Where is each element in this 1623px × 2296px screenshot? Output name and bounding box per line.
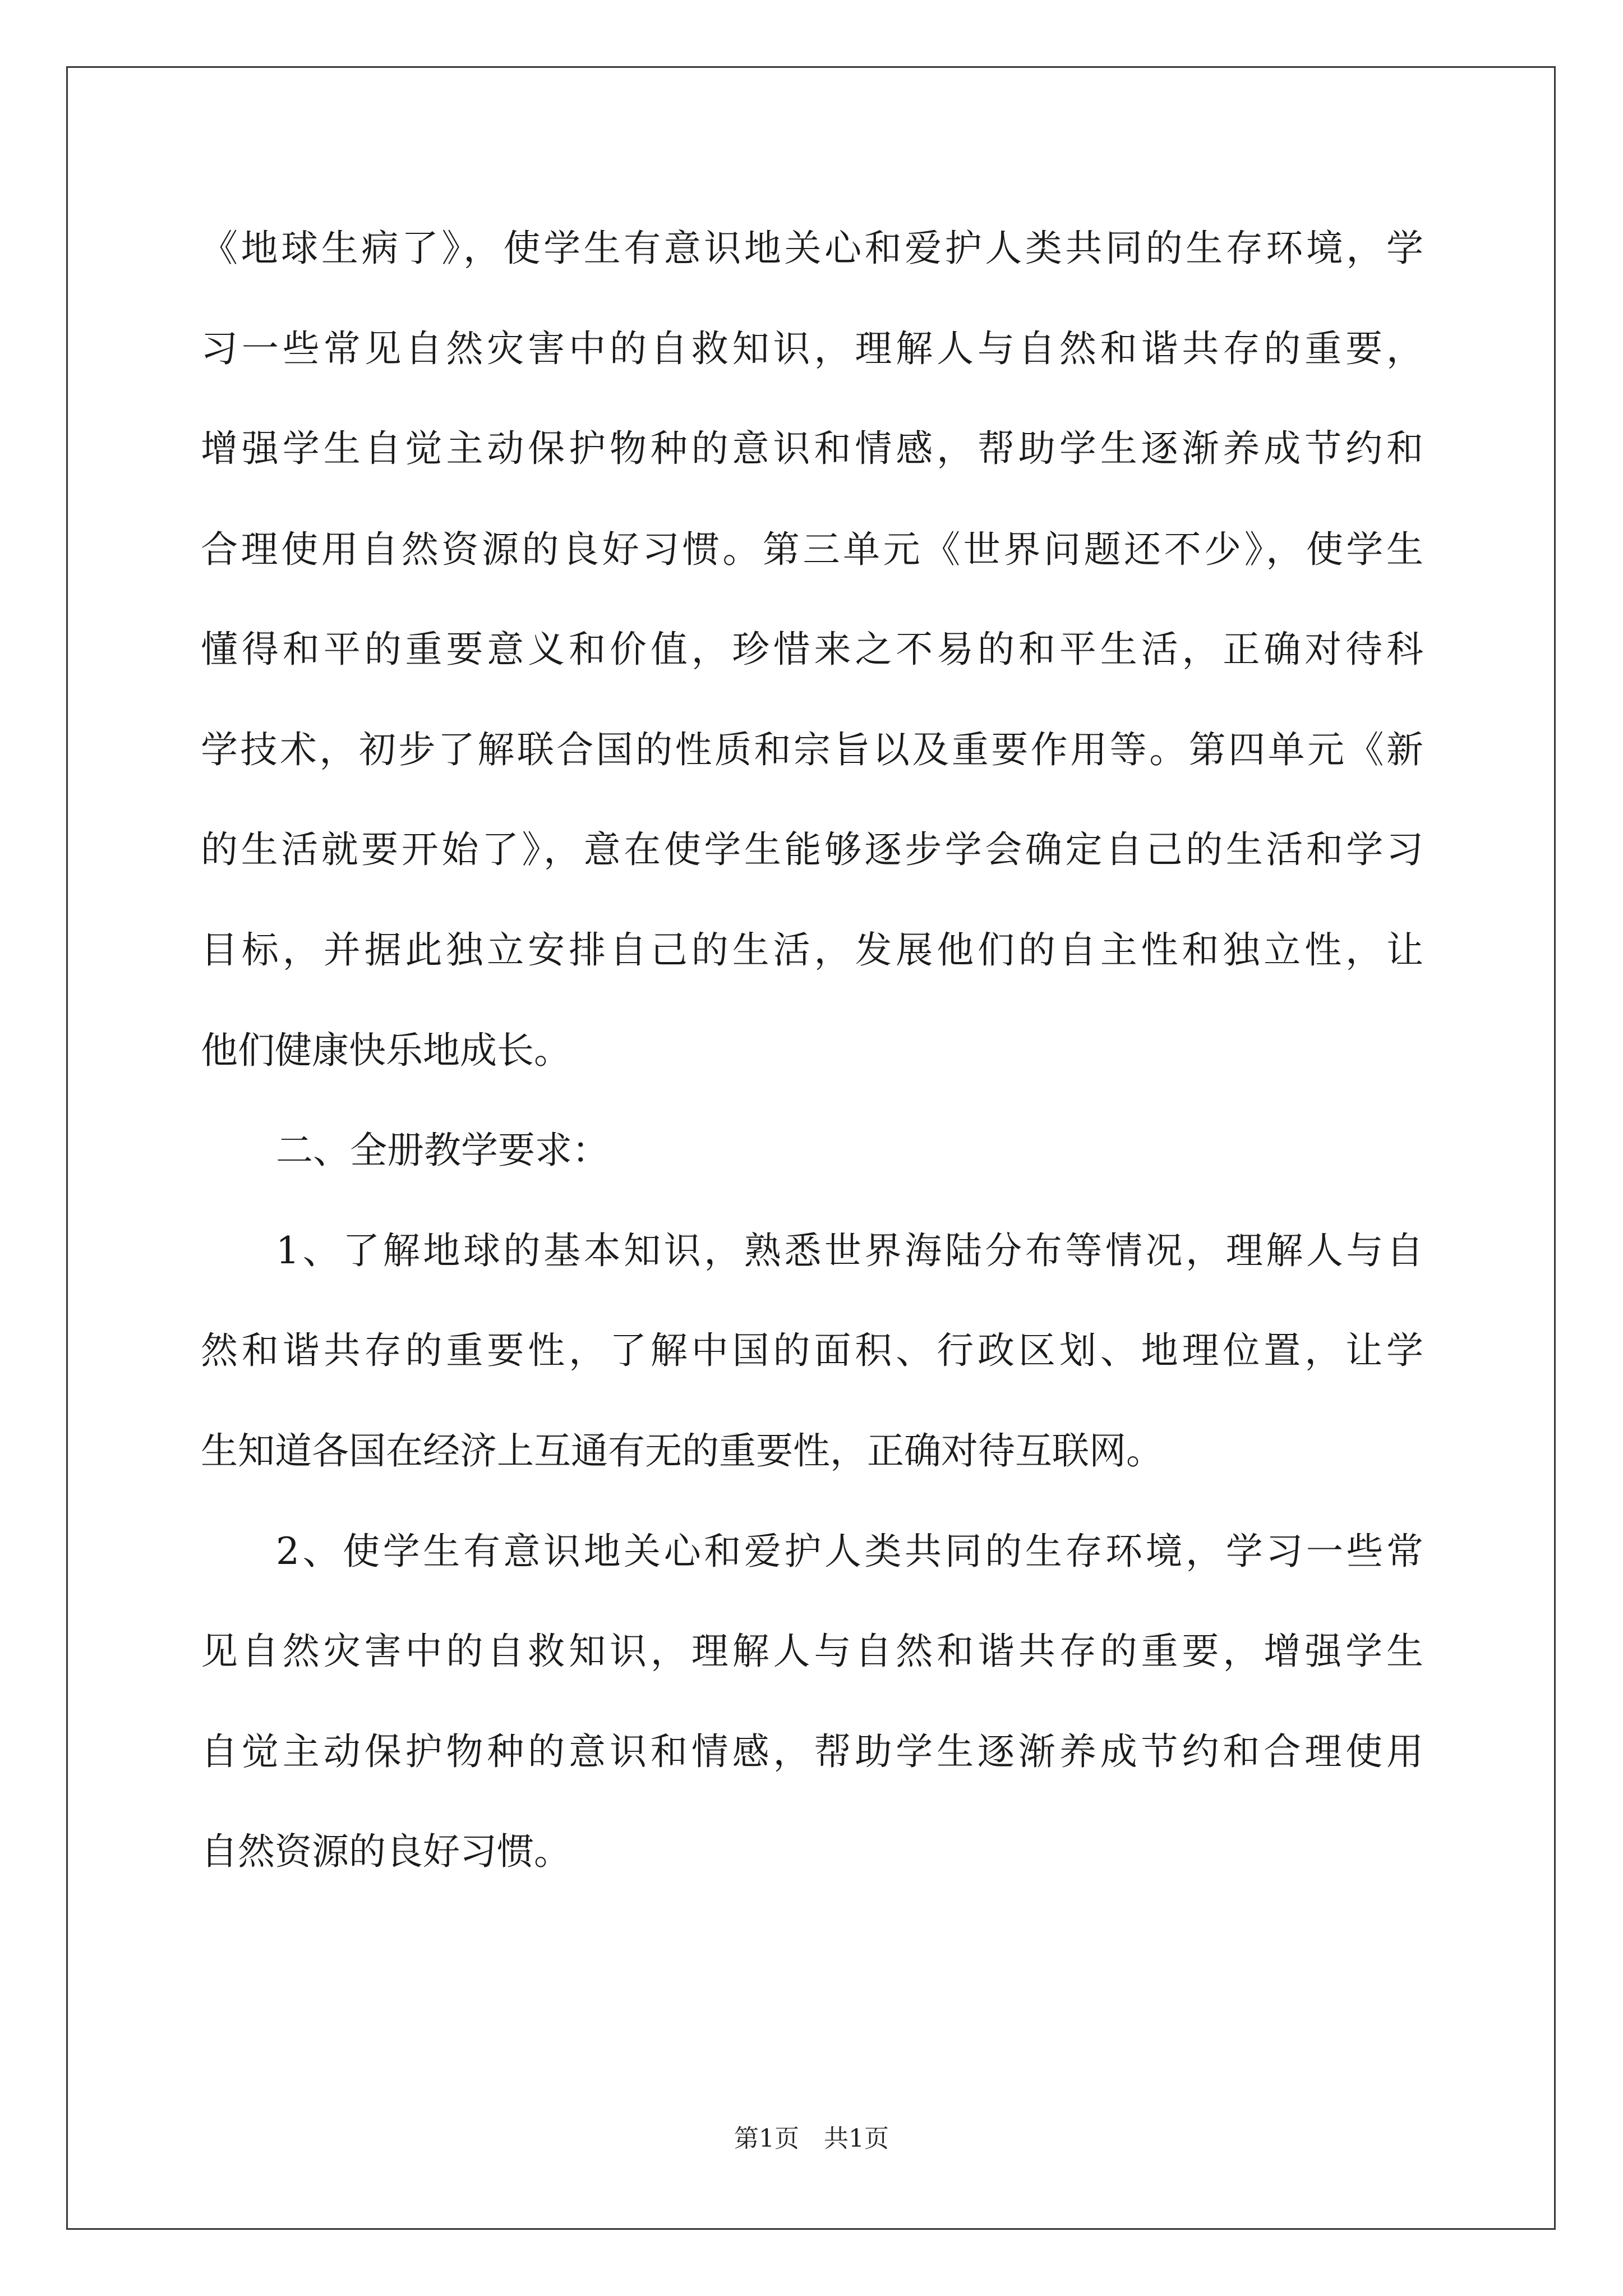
text-line-3: 增强学生自觉主动保护物种的意识和情感，帮助学生逐渐养成节约和 [201, 427, 1423, 470]
text-line-4: 合理使用自然资源的良好习惯。第三单元《世界问题还不少》，使学生 [201, 528, 1423, 571]
text-line-7: 的生活就要开始了》，意在使学生能够逐步学会确定自己的生活和学习 [201, 828, 1423, 871]
text-line-5: 懂得和平的重要意义和价值，珍惜来之不易的和平生活，正确对待科 [201, 628, 1423, 671]
page-footer: 第1页 共1页 [734, 2124, 889, 2153]
text-line-13: 生知道各国在经济上互通有无的重要性，正确对待互联网。 [201, 1429, 1163, 1473]
section-heading: 二、全册教学要求： [276, 1129, 609, 1172]
text-line-15: 见自然灾害中的自救知识，理解人与自然和谐共存的重要，增强学生 [201, 1630, 1423, 1673]
text-line-12: 然和谐共存的重要性，了解中国的面积、行政区划、地理位置，让学 [201, 1329, 1423, 1372]
text-line-6: 学技术，初步了解联合国的性质和宗旨以及重要作用等。第四单元《新 [201, 728, 1423, 771]
text-line-14: 2、使学生有意识地关心和爱护人类共同的生存环境，学习一些常 [276, 1530, 1423, 1573]
text-line-9: 他们健康快乐地成长。 [201, 1029, 571, 1072]
text-line-8: 目标，并据此独立安排自己的生活，发展他们的自主性和独立性，让 [201, 928, 1423, 972]
text-line-2: 习一些常见自然灾害中的自救知识，理解人与自然和谐共存的重要， [201, 327, 1423, 370]
text-line-1: 《地球生病了》，使学生有意识地关心和爱护人类共同的生存环境，学 [201, 227, 1423, 270]
text-line-17: 自然资源的良好习惯。 [201, 1830, 571, 1873]
text-line-11: 1、了解地球的基本知识，熟悉世界海陆分布等情况，理解人与自 [276, 1229, 1423, 1272]
text-line-16: 自觉主动保护物种的意识和情感，帮助学生逐渐养成节约和合理使用 [201, 1730, 1423, 1773]
